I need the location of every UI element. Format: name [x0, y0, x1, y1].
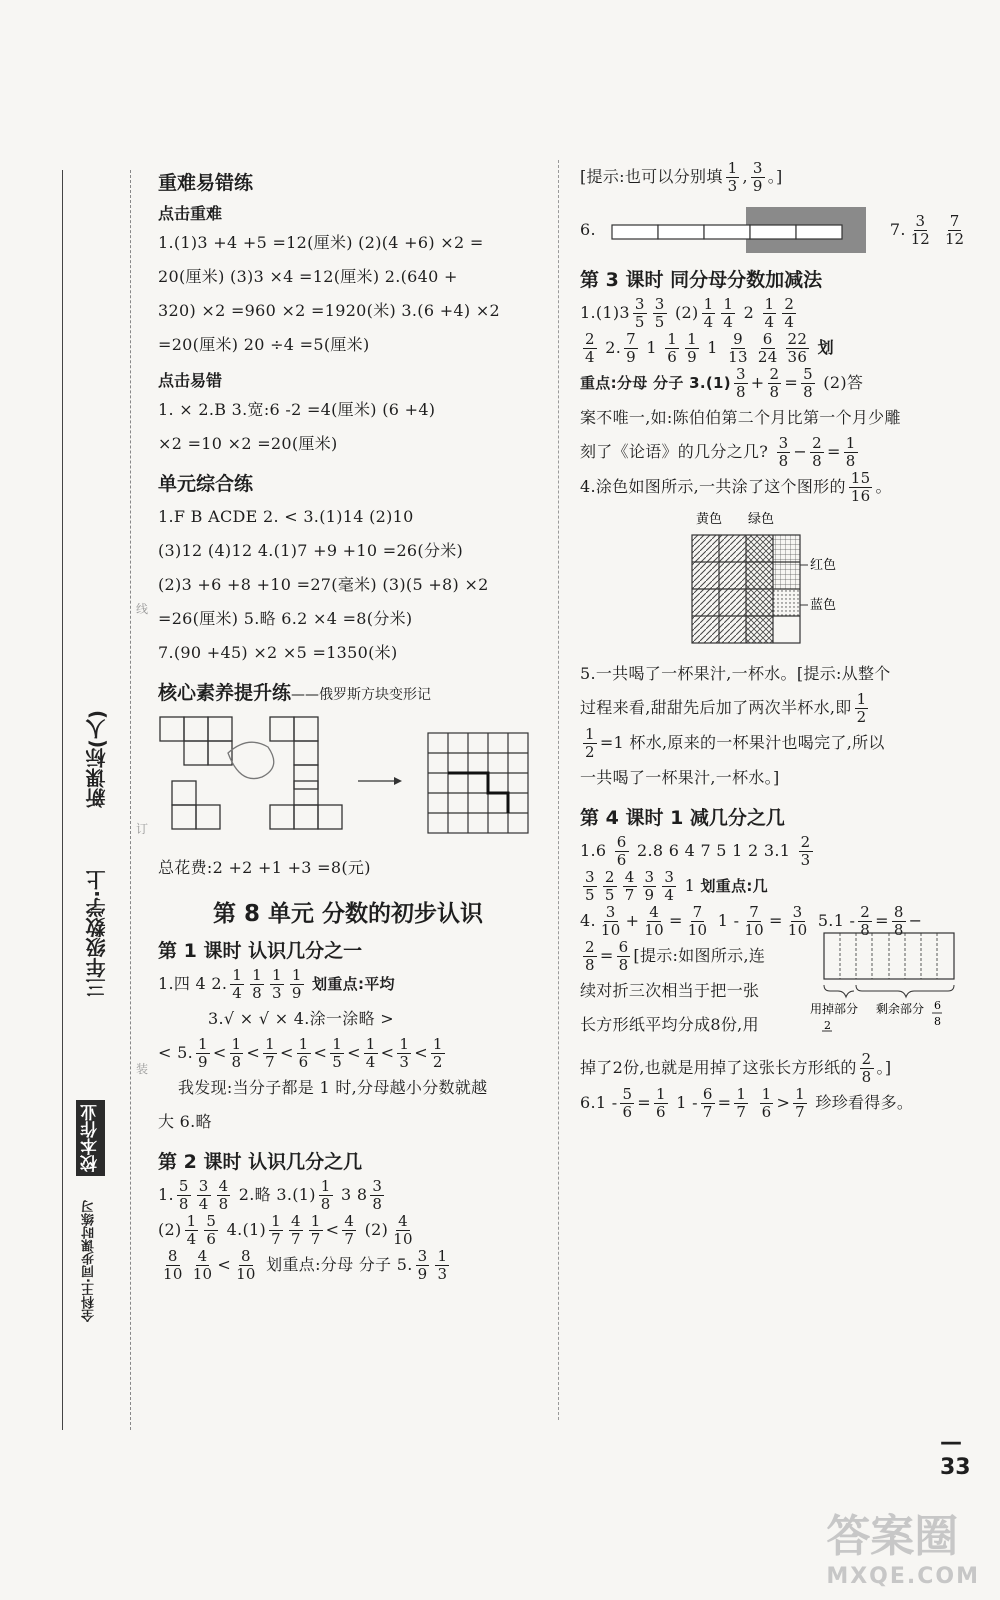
fraction: $\frac{3}{9}$: [644, 868, 655, 904]
lesson-title: 第 1 课时 认识几分之一: [158, 940, 363, 962]
answer-line: ×2 =10 ×2 =20(厘米): [158, 434, 338, 453]
fraction: $\frac{8}{8}$: [893, 903, 904, 939]
fraction: $\frac{1}{4}$: [186, 1212, 197, 1248]
answer-line: [580, 869, 980, 904]
answer-line: 4. $\frac{3}{10}$ + $\frac{4}{10}$ = $\frac{7}{10}$ 1 - $\frac{7}{10}$ = $\frac{3}{10}$ 5.1 - $\frac{2}{8}$ = $\frac{8}{8}$ −: [580, 903, 923, 939]
answer-text: 2.8 6 4 7 5 1 2 3.1: [636, 841, 791, 860]
answer-line: 总花费:2 +2 +1 +3 =8(元): [158, 858, 371, 877]
answer-line: [580, 470, 980, 505]
answer-line: [158, 1036, 538, 1071]
subsection-title: 点击易错: [158, 371, 223, 390]
fraction: $\frac{4}{7}$: [344, 1212, 355, 1248]
hint-text: [提示:也可以分别填: [580, 167, 723, 186]
right-column: [580, 160, 980, 1121]
fraction: $\frac{1}{4}$: [723, 295, 734, 331]
question-number: 7.: [889, 220, 906, 239]
fraction: $\frac{1}{3}$: [399, 1035, 410, 1071]
fraction: $\frac{1}{4}$: [703, 295, 714, 331]
spine-line: [62, 170, 63, 1430]
answer-text: 2.: [605, 338, 622, 357]
answer-text: 过程来看,甜甜先后加了两次半杯水,即: [580, 698, 852, 717]
fraction: $\frac{3}{8}$: [735, 365, 746, 401]
fraction: $\frac{15}{16}$: [850, 469, 871, 505]
brand-label: 全科王·同步课时练习: [82, 1200, 97, 1322]
fraction: $\frac{7}{10}$: [744, 903, 765, 939]
label-blue: 蓝色: [810, 598, 837, 613]
fraction: $\frac{2}{3}$: [800, 833, 811, 869]
fraction: $\frac{1}{9}$: [197, 1035, 208, 1071]
answer-line: [158, 967, 538, 1002]
answer-text: 4.: [580, 911, 596, 930]
answer-line: =26(厘米) 5.略 6.2 ×4 =8(分米): [158, 609, 413, 628]
section-title: 重难易错练: [158, 172, 254, 194]
label-green: 绿色: [748, 512, 775, 527]
lt-sign: <: [414, 1043, 428, 1062]
answer-text: =1 杯水,原来的一杯果汁也喝完了,所以: [599, 733, 885, 752]
key-point: 重点:分母 分子 3.(1): [580, 374, 731, 392]
answer-text: (2): [675, 303, 699, 322]
fraction: $\frac{1}{4}$: [232, 966, 243, 1002]
answer-text: 1.6: [580, 841, 607, 860]
answer-text: 1 -: [717, 911, 740, 930]
fraction: $\frac{8}{10}$: [236, 1247, 256, 1283]
fraction: $\frac{6}{8}$: [618, 938, 629, 974]
answer-line: 1. $\frac{5}{8}$ $\frac{3}{4}$ $\frac{4}{8}$ 2.略 3.(1) $\frac{1}{8}$ 3 8 $\frac{3}{8}$: [158, 1177, 383, 1213]
fraction: $\frac{2}{8}$: [861, 1050, 872, 1086]
fraction: $\frac{4}{8}$: [218, 1177, 229, 1213]
fraction: $\frac{1}{8}$: [320, 1177, 331, 1213]
answer-text: 1.四 4 2.: [158, 974, 228, 993]
fraction: $\frac{5}{6}$: [622, 1085, 633, 1121]
fraction: $\frac{1}{2}$: [856, 690, 867, 726]
hint-end: 。]: [767, 167, 783, 186]
fraction: $\frac{9}{13}$: [728, 330, 748, 366]
fraction: $\frac{2}{4}$: [585, 330, 595, 366]
fraction: $\frac{1}{2}$: [432, 1035, 443, 1071]
answer-line: 案不唯一,如:陈伯伯第二个月比第一个月少雕: [580, 408, 901, 427]
answer-line: 3.√ × √ × 4.涂一涂略 >: [208, 1009, 394, 1028]
fraction: $\frac{2}{8}$: [860, 903, 871, 939]
fraction: $\frac{1}{8}$: [252, 966, 262, 1002]
fig-den: 8: [934, 1015, 941, 1028]
tetris-figure: [158, 713, 538, 843]
answer-text: 4.涂色如图所示,一共涂了这个图形的: [580, 477, 846, 496]
answer-text: 2.略 3.(1): [238, 1185, 316, 1204]
fraction: $\frac{5}{8}$: [803, 365, 813, 401]
fig-num: 6: [934, 999, 941, 1012]
fraction: $\frac{1}{9}$: [291, 966, 302, 1002]
fraction: $\frac{1}{6}$: [298, 1035, 309, 1071]
fraction: $\frac{1}{7}$: [795, 1085, 806, 1121]
answer-line: 1.(1)3 +4 +5 =12(厘米) (2)(4 +6) ×2 =: [158, 233, 484, 252]
fraction: $\frac{1}{7}$: [736, 1085, 747, 1121]
lt-sign: <: [217, 1255, 232, 1274]
answer-line: [580, 834, 980, 869]
lt-sign: <: [212, 1043, 227, 1062]
answer-text: 5.1 -: [817, 911, 856, 930]
lesson-title: 第 2 课时 认识几分之几: [158, 1151, 363, 1173]
fraction: $\frac{4}{10}$: [393, 1212, 413, 1248]
answer-line: 刻了《论语》的几分之几? $\frac{3}{8}$ − $\frac{2}{8}$ = $\frac{1}{8}$: [580, 434, 856, 470]
answer-line: 1. × 2.B 3.宽:6 -2 =4(厘米) (6 +4): [158, 400, 436, 419]
strip-figure: [596, 205, 866, 255]
fraction: $\frac{2}{8}$: [812, 434, 822, 470]
answer-text: 刻了《论语》的几分之几?: [580, 442, 769, 461]
watermark-url: MXQE.COM: [826, 1564, 980, 1589]
answer-text: < 5.: [158, 1043, 193, 1062]
fraction: $\frac{4}{7}$: [624, 868, 635, 904]
fraction: $\frac{7}{9}$: [626, 330, 636, 366]
answer-line: 我发现:当分子都是 1 时,分母越小分数就越: [178, 1078, 488, 1097]
bind-mark-line: 线: [136, 602, 149, 616]
fraction: $\frac{6}{7}$: [702, 1085, 713, 1121]
bind-mark-staple: 订: [136, 822, 149, 836]
paper-strip-figure: [810, 929, 960, 1039]
answer-text: 。]: [876, 1058, 892, 1077]
answer-text: 1: [707, 338, 718, 357]
answer-text: 1.(1)3: [580, 303, 630, 322]
fraction: $\frac{1}{3}$: [271, 966, 282, 1002]
subsection-title: 点击重难: [158, 204, 223, 223]
section-title-main: 核心素养提升练: [158, 682, 292, 704]
fraction: $\frac{4}{10}$: [644, 903, 664, 939]
answer-text: 6.1 -: [580, 1093, 618, 1112]
fraction: $\frac{5}{8}$: [178, 1177, 189, 1213]
answer-text: 3 8: [341, 1185, 368, 1204]
unit-title: 第 8 单元 分数的初步认识: [212, 901, 484, 927]
fraction: $\frac{1}{7}$: [310, 1212, 321, 1248]
lt-sign: <: [279, 1043, 294, 1062]
key-point: 划重点:几: [700, 877, 768, 895]
fraction: $\frac{4}{7}$: [290, 1212, 301, 1248]
answer-text: 划重点:分母 分子 5.: [266, 1255, 413, 1274]
fraction: $\frac{3}{5}$: [634, 295, 645, 331]
fraction: $\frac{1}{7}$: [265, 1035, 275, 1071]
label-yellow: 黄色: [696, 512, 723, 527]
fraction: $\frac{1}{4}$: [365, 1035, 376, 1071]
answer-line: $\frac{2}{8}$ = $\frac{6}{8}$ [提示:如图所示,连: [585, 938, 766, 974]
fraction: $\frac{1}{8}$: [845, 434, 856, 470]
answer-line: [158, 1248, 538, 1283]
answer-text: 珍珍看得多。: [815, 1093, 914, 1112]
fraction: $\frac{1}{5}$: [332, 1035, 343, 1071]
fraction: $\frac{7}{10}$: [687, 903, 708, 939]
question-number: 6.: [580, 220, 596, 239]
page-number: — 33: [940, 1430, 971, 1480]
answer-line: =20(厘米) 20 ÷4 =5(厘米): [158, 335, 370, 354]
hint-text: [提示:如图所示,连: [633, 946, 766, 965]
answer-text: 1: [684, 876, 696, 895]
fig-num: 2: [824, 1019, 831, 1032]
answer-line: 7.(90 +45) ×2 ×5 =1350(米): [158, 643, 398, 662]
fraction: $\frac{1}{3}$: [437, 1247, 448, 1283]
fraction: $\frac{1}{9}$: [687, 330, 697, 366]
answer-line: [580, 331, 980, 366]
answer-line: 一共喝了一杯果汁,一杯水。]: [580, 768, 780, 787]
label-used: 用掉部分: [810, 1002, 859, 1016]
answer-text: 4.(1): [226, 1220, 267, 1239]
fraction: $\frac{2}{5}$: [604, 868, 615, 904]
answer-line: (2)3 +6 +8 +10 =27(毫米) (3)(5 +8) ×2: [158, 575, 489, 594]
fraction: $\frac{1}{3}$: [727, 159, 738, 195]
answer-line: [580, 726, 980, 761]
lt-sign: <: [246, 1043, 261, 1062]
color-grid-figure: [580, 509, 960, 649]
answer-text: (2)答: [823, 373, 864, 392]
watermark: [826, 1500, 980, 1589]
answer-line: 6.1 - $\frac{5}{6}$ = $\frac{1}{6}$ 1 - $\frac{6}{7}$ = $\frac{1}{7}$ $\frac{1}{6}$ > $\frac{1}{7}$ 珍珍看得多。: [580, 1085, 914, 1121]
fraction: $\frac{1}{6}$: [667, 330, 678, 366]
section-title: [158, 678, 538, 705]
fraction: $\frac{3}{5}$: [654, 295, 665, 331]
book-title: 三年级数学·上: [85, 870, 109, 998]
fraction: $\frac{2}{4}$: [784, 295, 795, 331]
answer-line: 1.F B ACDE 2. < 3.(1)14 (2)10: [158, 507, 414, 526]
answer-text: 1 -: [676, 1093, 698, 1112]
answer-line: [提示:也可以分别填 $\frac{1}{3}$ , $\frac{3}{9}$ 。]: [580, 159, 783, 195]
q6-row: [580, 205, 980, 255]
fraction: $\frac{3}{8}$: [778, 434, 789, 470]
edition-label: 新课标(人): [85, 710, 109, 809]
fraction: $\frac{7}{12}$: [944, 211, 965, 248]
answer-line: 20(厘米) (3)3 ×4 =12(厘米) 2.(640 +: [158, 267, 458, 286]
page-number-value: 33: [940, 1455, 971, 1480]
answer-line: 5.一共喝了一杯果汁,一杯水。[提示:从整个: [580, 664, 891, 683]
answer-line: [580, 691, 980, 726]
key-point: 划: [817, 338, 834, 357]
lt-sign: <: [325, 1220, 340, 1239]
fraction: $\frac{1}{4}$: [764, 295, 775, 331]
fraction: $\frac{4}{10}$: [192, 1247, 213, 1283]
fraction: $\frac{5}{6}$: [206, 1212, 217, 1248]
binding-dash-line: [130, 170, 131, 1430]
answer-line: [580, 1051, 980, 1086]
fraction: $\frac{3}{10}$: [787, 903, 808, 939]
fraction: $\frac{3}{5}$: [585, 868, 595, 904]
answer-line: (3)12 (4)12 4.(1)7 +9 +10 =26(分米): [158, 541, 464, 560]
series-badge: 校本作业: [76, 1100, 105, 1176]
fraction: $\frac{6}{6}$: [616, 833, 627, 869]
answer-line: 320) ×2 =960 ×2 =1920(米) 3.(6 +4) ×2: [158, 301, 501, 320]
lesson-title: 第 3 课时 同分母分数加减法: [580, 269, 823, 291]
fraction: $\frac{2}{8}$: [585, 938, 595, 974]
fraction: $\frac{8}{10}$: [163, 1247, 183, 1283]
fraction: $\frac{3}{9}$: [752, 159, 763, 195]
key-point: 划重点:平均: [312, 975, 395, 993]
fraction: $\frac{3}{10}$: [600, 903, 621, 939]
q5-block: [580, 939, 980, 1051]
answer-line: 大 6.略: [158, 1112, 212, 1131]
answer-text: (2): [364, 1220, 389, 1239]
fraction: $\frac{3}{8}$: [372, 1177, 383, 1213]
answer-line: 续对折三次相当于把一张: [580, 981, 760, 1000]
bind-mark-bind: 装: [136, 1062, 149, 1076]
left-column: [158, 160, 538, 1283]
label-rest: 剩余部分: [876, 1002, 925, 1016]
fraction: $\frac{22}{36}$: [787, 330, 808, 366]
section-title-sub: ——俄罗斯方块变形记: [291, 687, 432, 703]
fraction: $\frac{3}{12}$: [910, 211, 930, 248]
fraction: $\frac{1}{6}$: [761, 1085, 772, 1121]
fraction: $\frac{1}{6}$: [656, 1085, 666, 1121]
fraction: $\frac{1}{8}$: [231, 1035, 242, 1071]
fraction: $\frac{2}{8}$: [769, 365, 780, 401]
answer-line: [580, 296, 980, 331]
answer-text: 2: [743, 303, 755, 322]
answer-text: 1: [646, 338, 657, 357]
label-red: 红色: [810, 558, 837, 573]
lt-sign: <: [313, 1043, 328, 1062]
fraction: $\frac{1}{7}$: [271, 1212, 281, 1248]
answer-text: 。: [875, 477, 892, 496]
answer-line: 重点:分母 分子 3.(1) $\frac{3}{8}$ + $\frac{2}{8}$ = $\frac{5}{8}$ (2)答: [580, 365, 864, 401]
section-title: 单元综合练: [158, 473, 254, 495]
lt-sign: <: [380, 1043, 395, 1062]
column-divider: [558, 160, 559, 1420]
answer-line: 长方形纸平均分成8份,用: [580, 1015, 759, 1034]
fraction: $\frac{6}{24}$: [757, 330, 778, 366]
fraction: $\frac{3}{4}$: [198, 1177, 209, 1213]
answer-text: 掉了2份,也就是用掉了这张长方形纸的: [580, 1058, 857, 1077]
watermark-logo: 答案圈: [826, 1511, 959, 1562]
fraction: $\frac{1}{2}$: [585, 725, 595, 761]
answer-line: (2) $\frac{1}{4}$ $\frac{5}{6}$ 4.(1) $\frac{1}{7}$ $\frac{4}{7}$ $\frac{1}{7}$ < $\frac{4}{7}$ (2) $\frac{4}{10}$: [158, 1212, 413, 1248]
fraction: $\frac{3}{9}$: [417, 1247, 428, 1283]
lt-sign: <: [347, 1043, 361, 1062]
fraction: $\frac{3}{4}$: [664, 868, 675, 904]
lesson-title: 第 4 课时 1 减几分之几: [580, 807, 785, 829]
